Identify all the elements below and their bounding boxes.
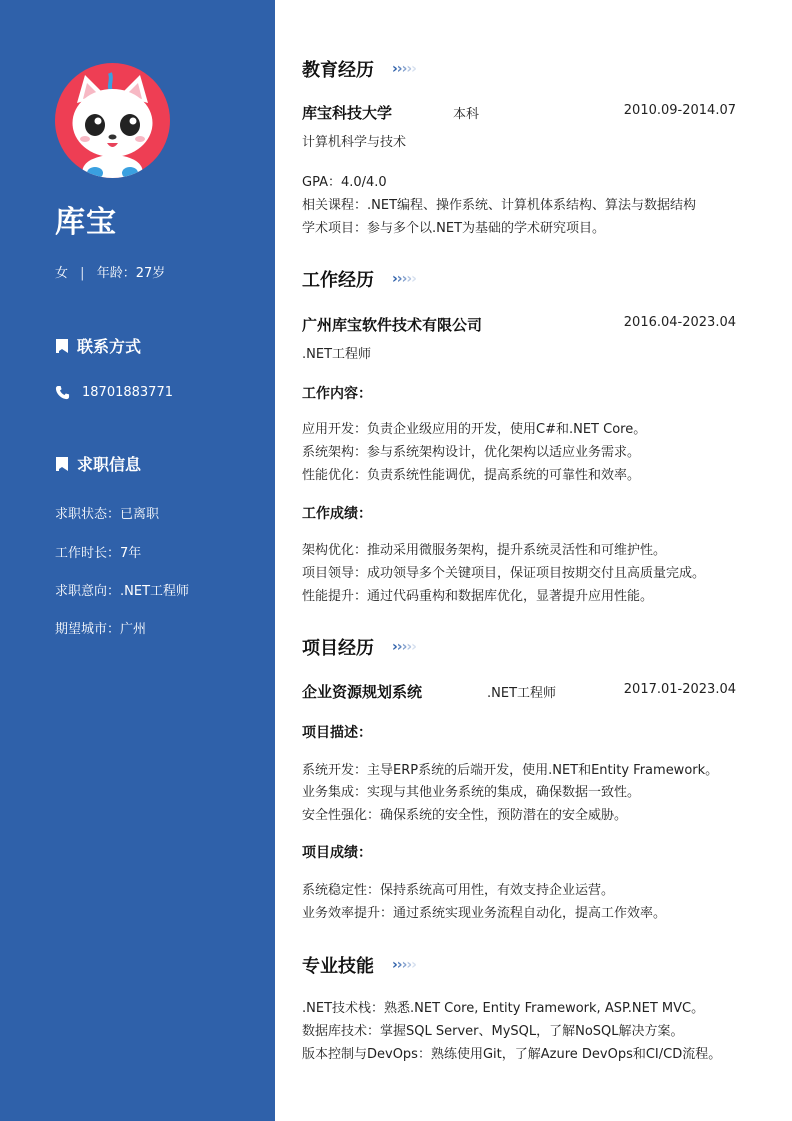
chevrons-decoration: ›››››	[392, 957, 416, 973]
bookmark-icon	[55, 456, 69, 472]
job-status: 求职状态：已离职	[55, 507, 160, 522]
age: 年龄：27岁	[96, 266, 166, 281]
contact-section-title: 联系方式	[55, 334, 141, 357]
education-line: 学术项目：参与多个以.NET为基础的学术研究项目。	[302, 221, 606, 236]
company-name: 广州库宝软件技术有限公司	[302, 316, 483, 334]
chevrons-decoration: ›››››	[392, 639, 416, 655]
work-content-line: 应用开发：负责企业级应用的开发，使用C#和.NET Core。	[302, 422, 647, 437]
project-dates: 2017.01-2023.04	[623, 682, 736, 697]
candidate-name: 库宝	[55, 205, 117, 240]
work-result-line: 性能提升：通过代码重构和数据库优化，显著提升应用性能。	[302, 589, 654, 604]
project-desc-line: 系统开发：主导ERP系统的后端开发，使用.NET和Entity Framework。	[302, 763, 719, 778]
education-line: 相关课程：.NET编程、操作系统、计算机体系结构、算法与数据结构	[302, 198, 697, 213]
project-desc-line: 安全性强化：确保系统的安全性，预防潜在的安全威胁。	[302, 808, 628, 823]
project-result-line: 系统稳定性：保持系统高可用性，有效支持企业运营。	[302, 883, 615, 898]
work-content-line: 性能优化：负责系统性能调优，提高系统的可靠性和效率。	[302, 468, 641, 483]
separator: |	[80, 266, 85, 281]
project-result-line: 业务效率提升：通过系统实现业务流程自动化，提高工作效率。	[302, 906, 667, 921]
skill-line: 版本控制与DevOps：熟练使用Git，了解Azure DevOps和CI/CD流程。	[302, 1047, 722, 1062]
project-results-title: 项目成绩：	[302, 845, 372, 861]
education-line: GPA：4.0/4.0	[302, 175, 387, 190]
work-dates: 2016.04-2023.04	[623, 315, 736, 330]
work-result-line: 项目领导：成功领导多个关键项目，保证项目按期交付且高质量完成。	[302, 566, 706, 581]
project-heading: 项目经历 ›››››	[302, 638, 416, 659]
project-role: .NET工程师	[487, 686, 557, 701]
cat-mascot-image	[55, 63, 170, 178]
education-dates: 2010.09-2014.07	[623, 103, 736, 118]
phone-row	[55, 385, 173, 400]
project-desc-title: 项目描述：	[302, 725, 372, 741]
bookmark-icon	[55, 338, 69, 354]
work-heading: 工作经历 ›››››	[302, 270, 416, 291]
skill-line: .NET技术栈：熟悉.NET Core, Entity Framework, ASP.NET MVC。	[302, 1001, 705, 1016]
chevrons-decoration: ›››››	[392, 271, 416, 287]
job-duration: 工作时长：7年	[55, 546, 142, 561]
sidebar	[0, 0, 275, 1121]
degree: 本科	[453, 107, 480, 122]
job-city: 期望城市：广州	[55, 622, 147, 637]
work-content-title: 工作内容：	[302, 386, 372, 402]
job-intent: 求职意向：.NET工程师	[55, 584, 190, 599]
gender: 女	[55, 266, 69, 281]
major: 计算机科学与技术	[302, 135, 407, 150]
chevrons-decoration: ›››››	[392, 61, 416, 77]
school-name: 库宝科技大学	[302, 104, 393, 122]
work-content-line: 系统架构：参与系统架构设计，优化架构以适应业务需求。	[302, 445, 641, 460]
phone-number: 18701883771	[82, 385, 173, 400]
phone-icon	[55, 385, 70, 400]
job-section-title: 求职信息	[55, 452, 141, 475]
work-results-title: 工作成绩：	[302, 506, 372, 522]
basic-info	[55, 262, 165, 281]
skill-line: 数据库技术：掌握SQL Server、MySQL，了解NoSQL解决方案。	[302, 1024, 684, 1039]
work-role: .NET工程师	[302, 347, 372, 362]
skills-heading: 专业技能 ›››››	[302, 956, 416, 977]
work-result-line: 架构优化：推动采用微服务架构，提升系统灵活性和可维护性。	[302, 543, 667, 558]
project-desc-line: 业务集成：实现与其他业务系统的集成，确保数据一致性。	[302, 785, 641, 800]
project-name: 企业资源规划系统	[302, 683, 423, 701]
education-heading: 教育经历 ›››››	[302, 60, 416, 81]
avatar	[55, 63, 170, 178]
